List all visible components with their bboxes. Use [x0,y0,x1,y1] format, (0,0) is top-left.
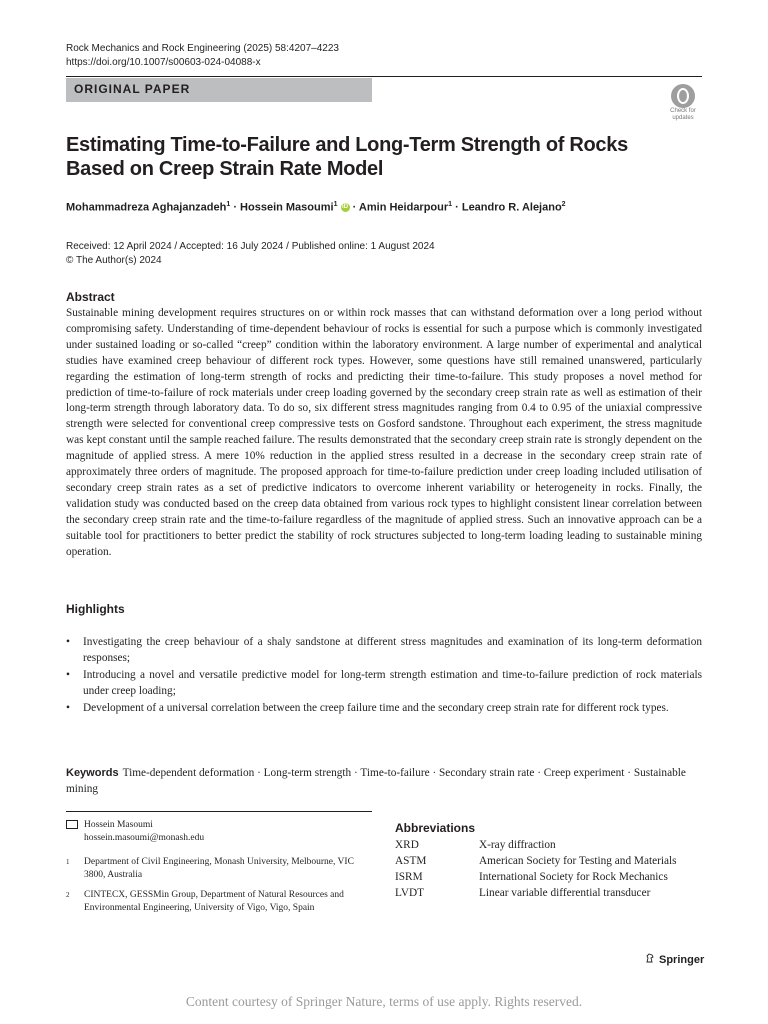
corresponding-author-email[interactable]: hossein.masoumi@monash.edu [84,833,205,843]
abbreviation-term: ISRM [395,871,423,883]
table-row [395,869,715,885]
highlight-item: • Introducing a novel and versatile predictive model for long-term strength estimation and time-to-failure prediction of rock materials under creep loading; [66,667,702,699]
keywords-label: Keywords [66,767,119,779]
affiliation-mark: 1 [66,858,70,866]
publisher-name: Springer [659,954,705,966]
affiliation-note [66,889,356,915]
affiliation-mark: 2 [66,891,70,899]
footnote-rule [66,811,372,812]
paper-title: Estimating Time-to-Failure and Long-Term Strength of Rocks Based on Creep Strain Rate Model [66,134,628,180]
email-icon [66,819,78,833]
history-dates: Received: 12 April 2024 / Accepted: 16 July 2024 / Published online: 1 August 2024 [66,241,435,252]
courtesy-notice: Content courtesy of Springer Nature, terms of use apply. Rights reserved. [185,994,583,1009]
highlight-item: • Development of a universal correlation between the creep failure time and the secondary creep strain rate for different rock types. [66,700,702,716]
abbreviation-definition: X-ray diffraction [479,839,556,851]
abbreviation-term: XRD [395,839,419,851]
publisher-logo [645,953,704,966]
affiliation-note [66,856,356,882]
doi-link[interactable]: https://doi.org/10.1007/s00603-024-04088-x [66,57,261,68]
affiliation-text: Department of Civil Engineering, Monash University, Melbourne, VIC 3800, Australia [84,857,354,880]
abstract-text: Sustainable mining development requires structures on or within rock masses that can withstand deformation over a long period without compromising safety. Understanding of time-dependent behaviour of rocks is essential for such a purpose which is commonly investigated under sustained loading or so-called “creep” condition within the laboratory environment. A large number of experimental and analytical studies have examined creep behaviour of different rock types. However, some questions have still remained unanswered, particularly regarding the estimation of long-term strength of rocks and predicting their time-to-failure. This study proposes a novel method for prediction of time-to-failure of rock materials under creep loading governed by the secondary creep strain rate as well as estimation of their long-term strength through laboratory data. To do so, six different stress magnitudes ranging from 0.4 to 0.95 of the uniaxial compressive strength were selected for conventional creep compressive tests on Gosford sandstone. Throughout each experiment, the stress magnitude was kept constant until the sample reached failure. The results demonstrated that the secondary creep strain rate is strongly dependent on the magnitude of applied stress. A mere 10% reduction in the applied stress resulted in a decrease in the secondary creep strain rate of approximately three orders of magnitude. The proposed approach for time-to-failure prediction under creep loading included utilisation of secondary creep strain rates as a set of predictive indicators to overcome inherent variability or heterogeneity in rocks. Finally, the validation study was conducted based on the creep data obtained from various rock types to highlight consistent linear correlation between the secondary creep strain rate and the time-to-failure regardless of the magnitude of applied stress. Such an innovative approach can be a suitable tool for practitioners to better predict the stability of rock structures subjected to long-term loading leading to sustainable mining operation. [66,307,702,558]
author-name[interactable]: Hossein Masoumi [240,201,334,214]
abbreviation-definition: Linear variable differential transducer [479,887,651,899]
highlights-heading: Highlights [66,602,125,616]
check-for-updates-button[interactable] [664,84,702,124]
table-row [395,853,715,869]
affiliation-text: CINTECX, GESSMin Group, Department of Natural Resources and Environmental Engineering, University of Vigo, Vigo, Spain [84,890,344,913]
abbreviations-table [395,837,715,901]
abbreviation-term: ASTM [395,855,427,867]
orcid-icon[interactable]: iD [342,204,349,211]
abbreviations-heading: Abbreviations [395,821,476,835]
keywords-block [66,765,706,797]
abbreviation-term: LVDT [395,887,425,899]
table-row [395,885,715,901]
journal-header [66,42,339,70]
author-name[interactable]: Amin Heidarpour [358,201,449,214]
abbreviation-definition: International Society for Rock Mechanics [479,871,668,883]
keywords-text: Time-dependent deformation · Long-term strength · Time-to-failure · Secondary strain rate · Creep experiment · Sustainable mining [66,767,686,795]
publication-dates [66,240,435,268]
author-name[interactable]: Leandro R. Alejano [461,201,562,214]
article-type-badge [66,78,372,102]
corresponding-author-name: Hossein Masoumi [84,820,153,830]
abbreviation-definition: American Society for Testing and Materials [479,855,677,867]
author-affiliation-mark: 1 [226,201,231,208]
header-rule [66,76,702,77]
author-affiliation-mark: 2 [561,201,566,208]
check-updates-icon [671,84,695,108]
table-row [395,837,715,853]
author-list: Mohammadreza Aghajanzadeh$^1$ · Hossein Masoumi$^1$ iD · Amin Heidarpour$^1$ · Leandro R. Alejano$^2$ [66,201,566,214]
springer-horse-icon [645,953,655,963]
highlight-item: • Investigating the creep behaviour of a shaly sandstone at different stress magnitudes and examination of its long-term deformation responses; [66,634,702,666]
copyright-line: © The Author(s) 2024 [66,255,162,266]
check-updates-label: Check for updates [670,108,696,121]
highlights-list [66,634,702,717]
article-type-label: ORIGINAL PAPER [74,82,191,96]
author-name[interactable]: Mohammadreza Aghajanzadeh [66,201,227,214]
author-affiliation-mark: 1 [333,201,338,208]
journal-citation: Rock Mechanics and Rock Engineering (2025) 58:4207–4223 [66,43,339,54]
abstract-heading: Abstract [66,290,115,304]
author-affiliation-mark: 1 [448,201,453,208]
corresponding-author-note [66,819,356,845]
